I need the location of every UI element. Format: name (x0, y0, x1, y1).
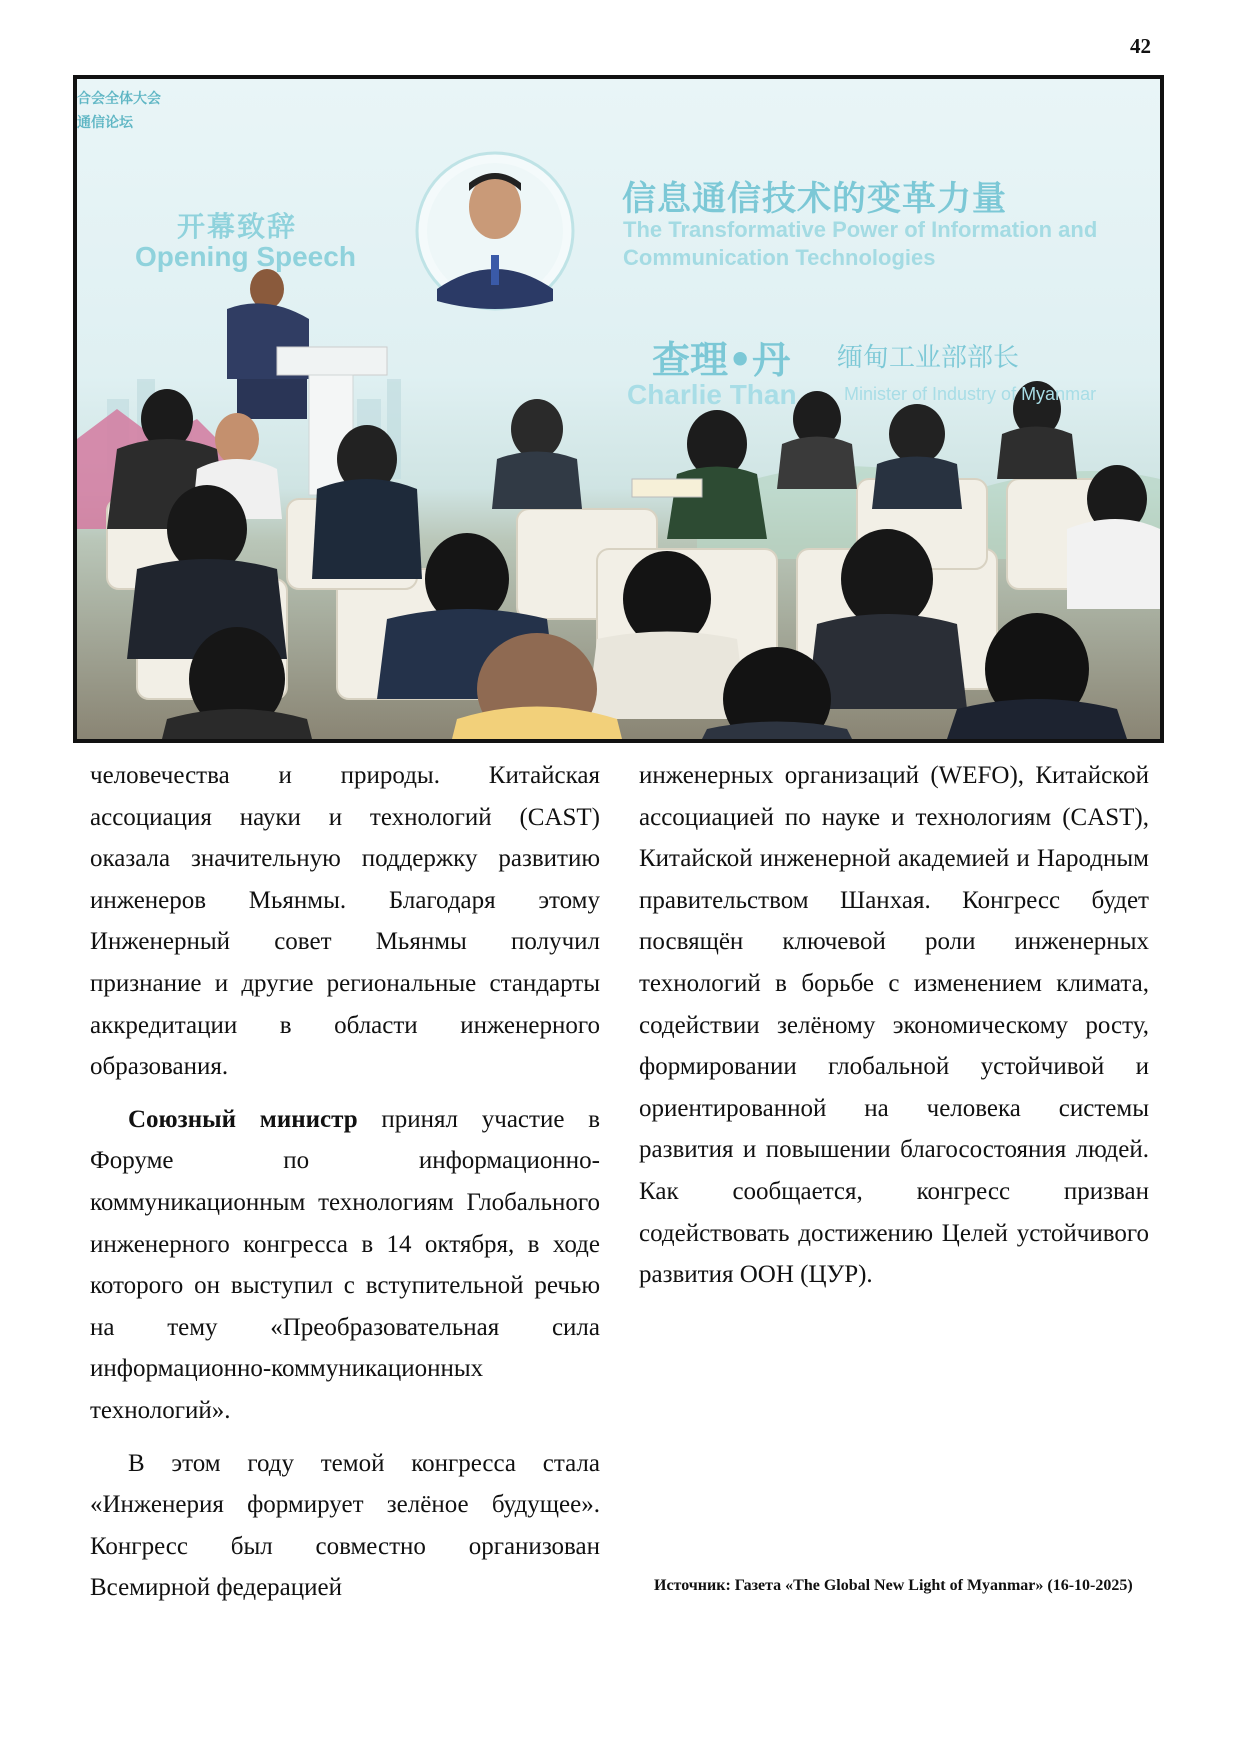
paragraph-4: инженерных организаций (WEFO), Китайской ассоциацией по науке и технологиям (CAST), Китайской инженерной академией и Народным правительством Шанхая. Конгресс будет посвящён ключевой роли инженерных технологий в борьбе с изменением климата, содействии зелёному экономическому росту, формировании глобальной устойчивой и ориентированной на человека системы развития и повышении благосостояния людей. Как сообщается, конгресс призван содействовать достижению Целей устойчивого развития ООН (ЦУР). (639, 762, 1149, 1289)
speaker-name-cn: 查理•丹 (652, 338, 791, 382)
article-column-left (90, 755, 600, 1609)
source-credit: Источник: Газета «The Global New Light of Myanmar» (16-10-2025) (654, 1577, 1133, 1594)
speaker-role-en: Minister of Industry of Myanmar (844, 384, 1097, 404)
paragraph-2 (90, 1099, 600, 1432)
screen-title-en-line2: Communication Technologies (623, 245, 936, 270)
paragraph-2-body: принял участие в Форуме по информационно-коммуникационным технологиям Глобального инженерного конгресса в 14 октября, в ходе которого он выступил с вступительной речью на тему «Преобразовательная сила информационно-коммуникационных технологий». (90, 1105, 600, 1424)
banner-top-left (77, 87, 161, 135)
screen-title-cn: 信息通信技术的变革力量 (622, 179, 1007, 219)
opening-speech-en: Opening Speech (135, 241, 356, 272)
page-number: 42 (1130, 34, 1151, 58)
banner-line-1: 合会全体大会 (77, 91, 161, 107)
article-column-right (639, 755, 1149, 1296)
conference-photo (73, 75, 1164, 743)
opening-speech-cn: 开幕致辞 (177, 210, 298, 243)
speaker-role-cn: 缅甸工业部部长 (837, 343, 1020, 373)
speaker-name-en: Charlie Than (627, 379, 797, 410)
paragraph-3: В этом году темой конгресса стала «Инженерия формирует зелёное будущее». Конгресс был совместно организован Всемирной федерацией (90, 1449, 600, 1602)
banner-line-2: 通信论坛 (77, 115, 133, 131)
screen-title-en-line1: The Transformative Power of Information and (623, 217, 1098, 242)
paragraph-2-lead: Союзный министр (128, 1105, 358, 1133)
paragraph-1: человечества и природы. Китайская ассоциация науки и технологий (CAST) оказала значительную поддержку развитию инженеров Мьянмы. Благодаря этому Инженерный совет Мьянмы получил признание и другие региональные стандарты аккредитации в области инженерного образования. (90, 762, 600, 1081)
